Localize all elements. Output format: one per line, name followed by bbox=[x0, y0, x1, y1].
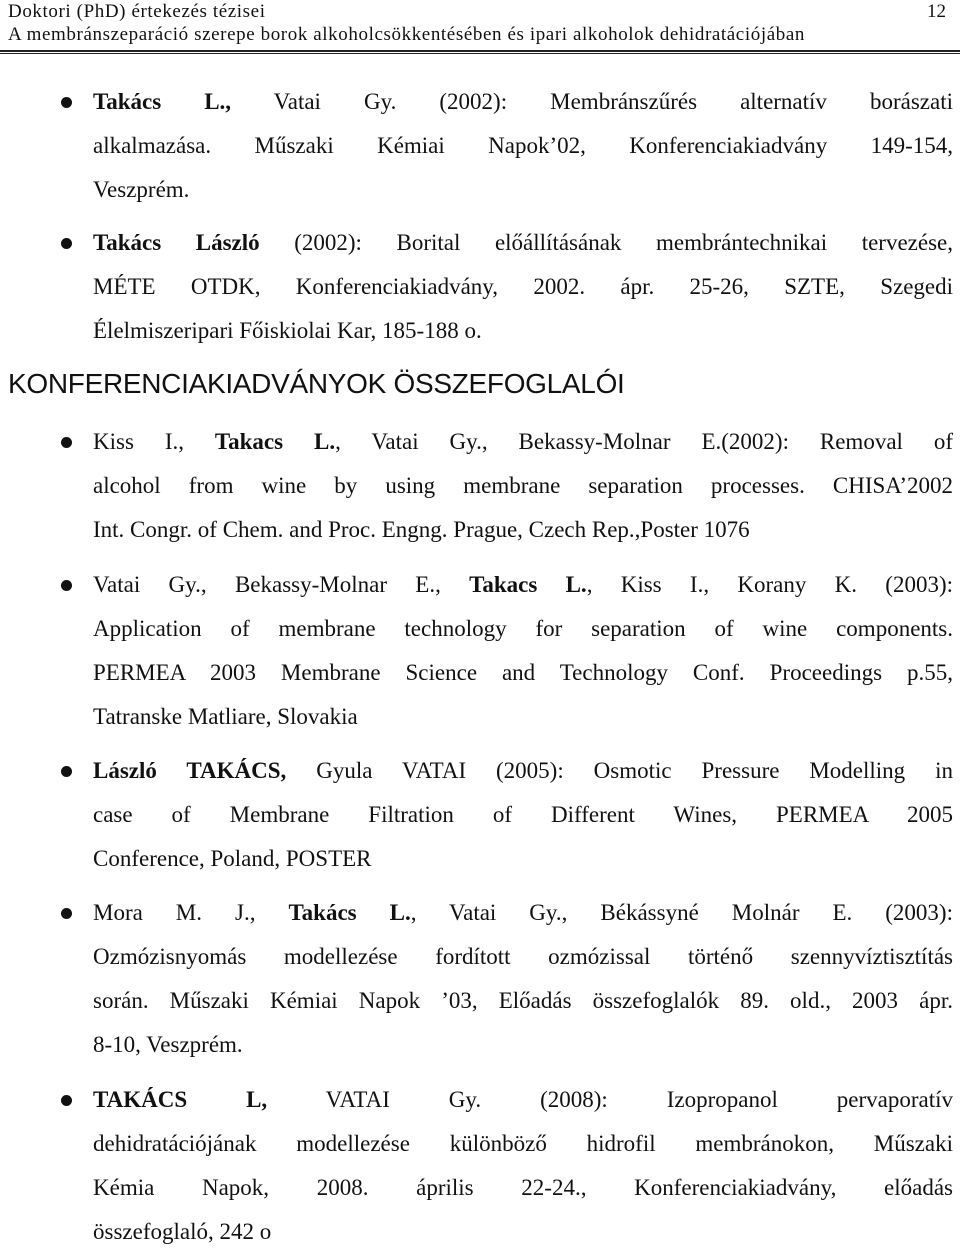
reference-line: alkalmazása. Műszaki Kémiai Napok’02, Konferenciakiadvány 149-154, bbox=[93, 133, 953, 158]
bullet-icon bbox=[61, 1095, 72, 1106]
reference-line bbox=[93, 80, 953, 124]
reference-text: Vatai Gy. (2002): Membránszűrés alternatív borászati bbox=[231, 89, 953, 114]
reference-line: László TAKÁCS, Gyula VATAI (2005): Osmotic Pressure Modelling in bbox=[93, 758, 953, 783]
reference-line: során. Műszaki Kémiai Napok ’03, Előadás összefoglalók 89. old., 2003 ápr. bbox=[93, 988, 953, 1013]
reference-line: MÉTE OTDK, Konferenciakiadvány, 2002. ápr. 25-26, SZTE, Szegedi bbox=[93, 274, 953, 299]
reference-item bbox=[93, 891, 953, 1067]
reference-line: Tatranske Matliare, Slovakia bbox=[93, 704, 358, 729]
bullet-icon bbox=[61, 238, 72, 249]
reference-author-bold: Takács László bbox=[93, 230, 260, 255]
reference-line: Vatai Gy., Bekassy-Molnar E., Takacs L., Kiss I., Korany K. (2003): bbox=[93, 572, 953, 597]
reference-item bbox=[93, 749, 953, 881]
reference-text: (2002): Borital előállításának membrántechnikai tervezése, bbox=[259, 230, 953, 255]
reference-item bbox=[93, 80, 953, 212]
reference-line: Veszprém. bbox=[93, 177, 190, 202]
reference-line bbox=[93, 221, 953, 265]
reference-line: alcohol from wine by using membrane separation processes. CHISA’2002 bbox=[93, 473, 953, 498]
reference-line: PERMEA 2003 Membrane Science and Technology Conf. Proceedings p.55, bbox=[93, 660, 953, 685]
bullet-icon bbox=[61, 580, 72, 591]
section-heading: KONFERENCIAKIADVÁNYOK ÖSSZEFOGLALÓI bbox=[8, 368, 625, 399]
reference-author-bold: Takács L., bbox=[93, 89, 232, 114]
bullet-icon bbox=[61, 97, 72, 108]
bullet-icon bbox=[61, 908, 72, 919]
reference-line: Élelmiszeripari Főiskiolai Kar, 185-188 o. bbox=[93, 318, 482, 343]
header-title: Doktori (PhD) értekezés tézisei bbox=[8, 1, 266, 22]
reference-author-bold: Takacs L. bbox=[214, 429, 336, 454]
reference-author-bold: TAKÁCS L, bbox=[93, 1087, 268, 1112]
reference-author-bold: Takacs L. bbox=[469, 572, 587, 597]
reference-line: Kiss I., Takacs L., Vatai Gy., Bekassy-Molnar E.(2002): Removal of bbox=[93, 429, 953, 454]
reference-author-bold: Takács L. bbox=[288, 900, 411, 925]
reference-item bbox=[93, 1078, 953, 1254]
reference-line: TAKÁCS L, VATAI Gy. (2008): Izopropanol pervaporatív bbox=[93, 1087, 953, 1112]
reference-line: 8-10, Veszprém. bbox=[93, 1032, 243, 1057]
reference-item bbox=[93, 221, 953, 353]
header-rule bbox=[0, 50, 960, 52]
reference-line: Mora M. J., Takács L., Vatai Gy., Békássyné Molnár E. (2003): bbox=[93, 900, 953, 925]
reference-item bbox=[93, 420, 953, 552]
reference-line: dehidratációjának modellezése különböző hidrofil membránokon, Műszaki bbox=[93, 1131, 953, 1156]
reference-author-bold: László TAKÁCS, bbox=[93, 758, 287, 783]
reference-line: Ozmózisnyomás modellezése fordított ozmózissal történő szennyvíztisztítás bbox=[93, 944, 953, 969]
reference-line: Application of membrane technology for separation of wine components. bbox=[93, 616, 953, 641]
page-number: 12 bbox=[927, 1, 946, 22]
header-subtitle: A membránszeparáció szerepe borok alkoholcsökkentésében és ipari alkoholok dehidratációjában bbox=[8, 24, 805, 45]
reference-line: összefoglaló, 242 o bbox=[93, 1219, 272, 1244]
bullet-icon bbox=[61, 437, 72, 448]
reference-line: Kémia Napok, 2008. április 22-24., Konferenciakiadvány, előadás bbox=[93, 1175, 953, 1200]
reference-item bbox=[93, 563, 953, 739]
reference-line: Conference, Poland, POSTER bbox=[93, 846, 372, 871]
bullet-icon bbox=[61, 766, 72, 777]
header-rule-thin bbox=[0, 53, 960, 54]
reference-line: case of Membrane Filtration of Different Wines, PERMEA 2005 bbox=[93, 802, 953, 827]
reference-line: Int. Congr. of Chem. and Proc. Engng. Prague, Czech Rep.,Poster 1076 bbox=[93, 517, 750, 542]
